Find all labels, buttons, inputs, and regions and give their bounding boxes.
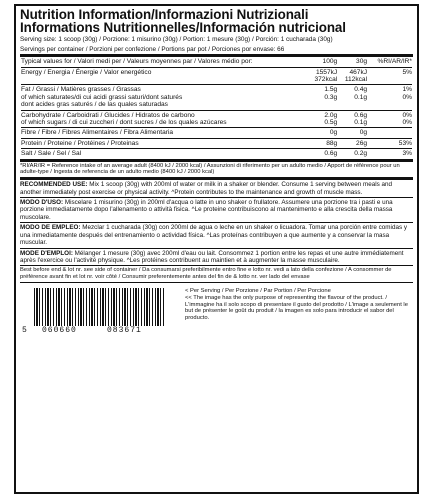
divider (21, 148, 412, 149)
row-label: Fibre / Fibre / Fibres Alimentaires / Fibra Alimentaria (21, 129, 174, 137)
row-label: Energy / Energia / Énergie / Valor energético (21, 68, 152, 76)
row-value: 1.5g (324, 86, 338, 94)
usage-block (20, 199, 413, 221)
divider (21, 67, 412, 68)
row-label: Carbohydrate / Carboidrati / Glucides / Hidratos de carbono (21, 111, 195, 119)
row-label: of which saturates/di cui acidi grassi saturi/dont saturés dont acides gras saturés / de las quales saturadas (21, 93, 183, 109)
usage-block (20, 181, 413, 196)
header-ri: %RI/AR/IR* (377, 58, 412, 66)
row-value: 467kJ 112kcal (344, 68, 368, 83)
row-value: 3% (402, 150, 412, 158)
row-value: 0% (402, 119, 412, 127)
usage-heading: MODO DE EMPLEO: (20, 224, 81, 232)
row-value: 1557kJ 372kcal (314, 68, 338, 83)
divider (21, 84, 412, 85)
usage-section (20, 181, 413, 266)
row-label: of which sugars / di cui zuccheri / dont sucres / de los quales azúcares (21, 119, 227, 127)
divider (20, 54, 413, 57)
servings-per-container: Servings per container / Porzioni per confezione / Portions par pot / Porciones por envase: 66 (20, 45, 285, 53)
usage-heading: RECOMMENDED USE: (20, 181, 88, 189)
ri-note: *RI/AR/IR = Reference intake of an average adult (8400 kJ / 2000 kcal) / Assunzioni di riferimento per un adulto medio / Apport de référence pour un adulte-type / Ingesta de referencia de un adulto medio (8400 kJ / 2000 kcal) (20, 162, 400, 176)
divider (20, 222, 413, 223)
row-value: 88g (326, 139, 338, 147)
row-value: 0g (329, 129, 338, 137)
table-row (20, 112, 413, 119)
usage-text: Mezclar 1 cucharada (30g) con 200ml de agua o leche en un shaker o licuadora. Tomar una porción entre comidas y una inmediatamente después del entrenamiento o actividad física. ^Las proteínas contribuyen a que aumente y a conservar la masa muscular. (20, 224, 407, 247)
divider (20, 177, 413, 180)
divider (21, 127, 412, 128)
row-value: 0.2g (354, 150, 368, 158)
barcode-right-digits: 083671 (107, 325, 142, 335)
nutrition-panel (14, 4, 419, 494)
nutrition-table (20, 58, 413, 157)
table-row (20, 140, 413, 147)
row-value: 0.3g (324, 93, 338, 101)
row-label: Salt / Sale / Sel / Sal (21, 150, 82, 158)
header-label: Typical values for / Valori medi per / Valeurs moyennes par / Valores médio por: (21, 58, 253, 66)
row-value (368, 129, 413, 136)
row-value: 1% (402, 86, 412, 94)
divider (20, 265, 413, 266)
row-value: 0% (402, 111, 412, 119)
header-per-100g: 100g (322, 58, 338, 66)
footer (20, 284, 413, 346)
row-label: Protein / Proteine / Protéines / Proteinas (21, 139, 139, 147)
usage-text: Mélanger 1 mesure (30g) avec 200ml d'eau ou lait. Consommez 1 portion entre les repas et une autre immédiatement après l'exercice ou l'activité physique. ^Les protéines contribuent au maintien et à augmenter la masse musculaire. (20, 249, 404, 264)
barcode-first-digit: 5 (22, 325, 28, 335)
row-value: 26g (356, 139, 368, 147)
barcode-left-digits: 060660 (42, 325, 77, 335)
table-header-row (20, 58, 413, 65)
row-value: 53% (398, 139, 412, 147)
footnote-image: << The image has the only purpose of representing the flavour of the product. / L'immagine ha il solo scopo di presentare il gusto del prodotto / L'image a seulement le but de présenter le goût du produit / la imagen es solo para introducir el sabor del producto. (185, 294, 408, 322)
table-row (20, 69, 413, 84)
usage-text: Mix 1 scoop (30g) with 200ml of water or milk in a shaker or blender. Consume 1 serving between meals and another immediately post exercise or physical activity. ^Protein contributes to the maintenance and growth of muscle mass. (20, 181, 393, 196)
divider (21, 138, 412, 139)
usage-block (20, 224, 413, 246)
row-value: 0.5g (324, 119, 338, 127)
usage-block (20, 250, 413, 265)
table-row (20, 150, 413, 157)
divider (20, 159, 413, 162)
table-row (20, 119, 413, 126)
row-value: 0.1g (354, 119, 368, 127)
barcode-bars (34, 288, 166, 326)
row-value: 0.1g (354, 93, 368, 101)
best-before: Best before end & lot nr. see side of container / Da consumarsi preferibilmente entro fine e lotto nr. vedi a lato della confezione / A consommer de préférence avant fin et lot nr. voir côté / Consumir preferentemente antes del fin de & lotto nr. ver lado del envase (20, 267, 392, 281)
header-per-serving: 30g (356, 58, 368, 66)
row-label: Fat / Grassi / Matières grasses / Grassas (21, 86, 141, 94)
divider (20, 282, 413, 283)
row-value: 0.6g (324, 150, 338, 158)
row-value: 2.0g (324, 111, 338, 119)
divider (21, 110, 412, 111)
panel-title-line2: Informations Nutritionnelles/Información nutricional (20, 20, 346, 35)
usage-heading: MODE D'EMPLOI: (20, 249, 73, 257)
usage-text: Miscelare 1 misurino (30g) in 200ml d'acqua o latte in uno shaker o frullatore. Assumere una porzione tra i pasti e una porzione immediatamente dopo l'allenamento o attività fisica. ^Le proteine contribuiscono al mantenimento e alla crescita della massa muscolare. (20, 199, 393, 221)
usage-heading: MODO D'USO: (20, 199, 64, 207)
table-row (20, 94, 413, 109)
divider (20, 197, 413, 198)
barcode (22, 288, 172, 336)
row-value: 0g (359, 129, 368, 137)
divider (20, 248, 413, 249)
footnotes (185, 288, 415, 322)
row-value: 0% (402, 93, 412, 101)
row-value: 0.4g (354, 86, 368, 94)
serving-size: Serving size: 1 scoop (30g) / Porzione: 1 misurino (30g) / Portion: 1 mesure (30g) / Porción: 1 cucharada (30g) (20, 36, 333, 43)
panel-title-line1: Nutrition Information/Informazioni Nutrizionali (20, 7, 309, 22)
table-row (20, 86, 413, 93)
row-value: 5% (402, 68, 412, 76)
row-value: 0.6g (354, 111, 368, 119)
table-row (20, 129, 413, 136)
footnote-per-serving: < Per Serving / Per Porzione / Par Portion / Per Porcione (185, 287, 331, 294)
